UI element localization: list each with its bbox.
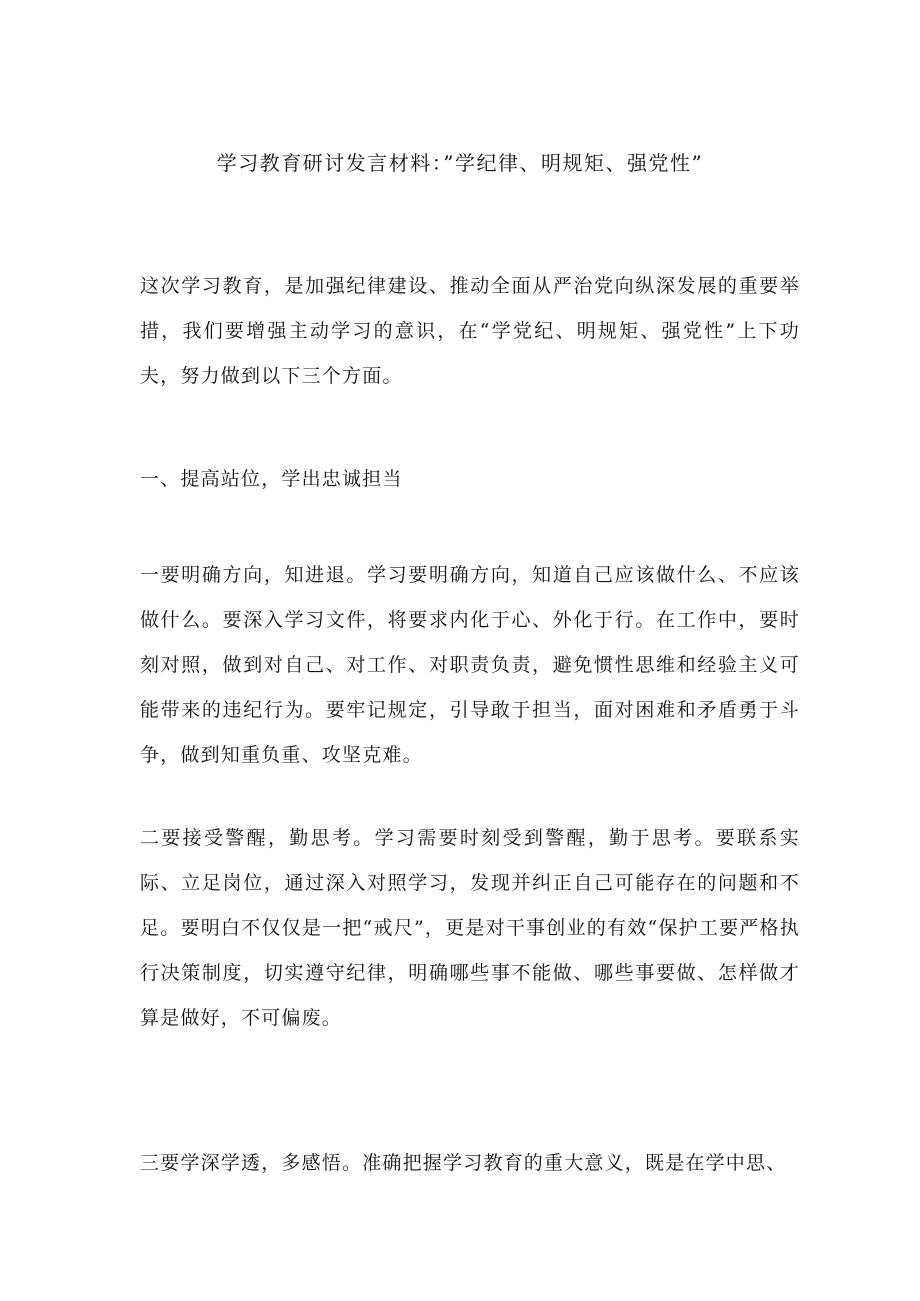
intro-paragraph: 这次学习教育，是加强纪律建设、推动全面从严治党向纵深发展的重要举措，我们要增强主动学习的意识，在“学党纪、明规矩、强党性”上下功夫，努力做到以下三个方面。 (140, 275, 800, 387)
paragraph-2: 二要接受警醒，勤思考。学习需要时刻受到警醒，勤于思考。要联系实际、立足岗位，通过深入对照学习，发现并纠正自己可能存在的问题和不足。要明白不仅仅是一把“戒尺”，更是对干事创业的有效“保护工要严格执行决策制度，切实遵守纪律，明确哪些事不能做、哪些事要做、怎样做才算是做好，不可偏废。 (140, 827, 800, 1029)
paragraph-1: 一要明确方向，知进退。学习要明确方向，知道自己应该做什么、不应该做什么。要深入学习文件，将要求内化于心、外化于行。在工作中，要时刻对照，做到对自己、对工作、对职责负责，避免惯性思维和经验主义可能带来的违纪行为。要牢记规定，引导敢于担当，面对困难和矛盾勇于斗争，做到知重负重、攻坚克难。 (140, 564, 800, 766)
section-heading-1: 一、提高站位，学出忠诚担当 (140, 468, 403, 490)
document-title: 学习教育研讨发言材料：”学纪律、明规矩、强党性” (216, 151, 704, 175)
paragraph-3: 三要学深学透，多感悟。准确把握学习教育的重大意义，既是在学中思、 (140, 1152, 787, 1174)
